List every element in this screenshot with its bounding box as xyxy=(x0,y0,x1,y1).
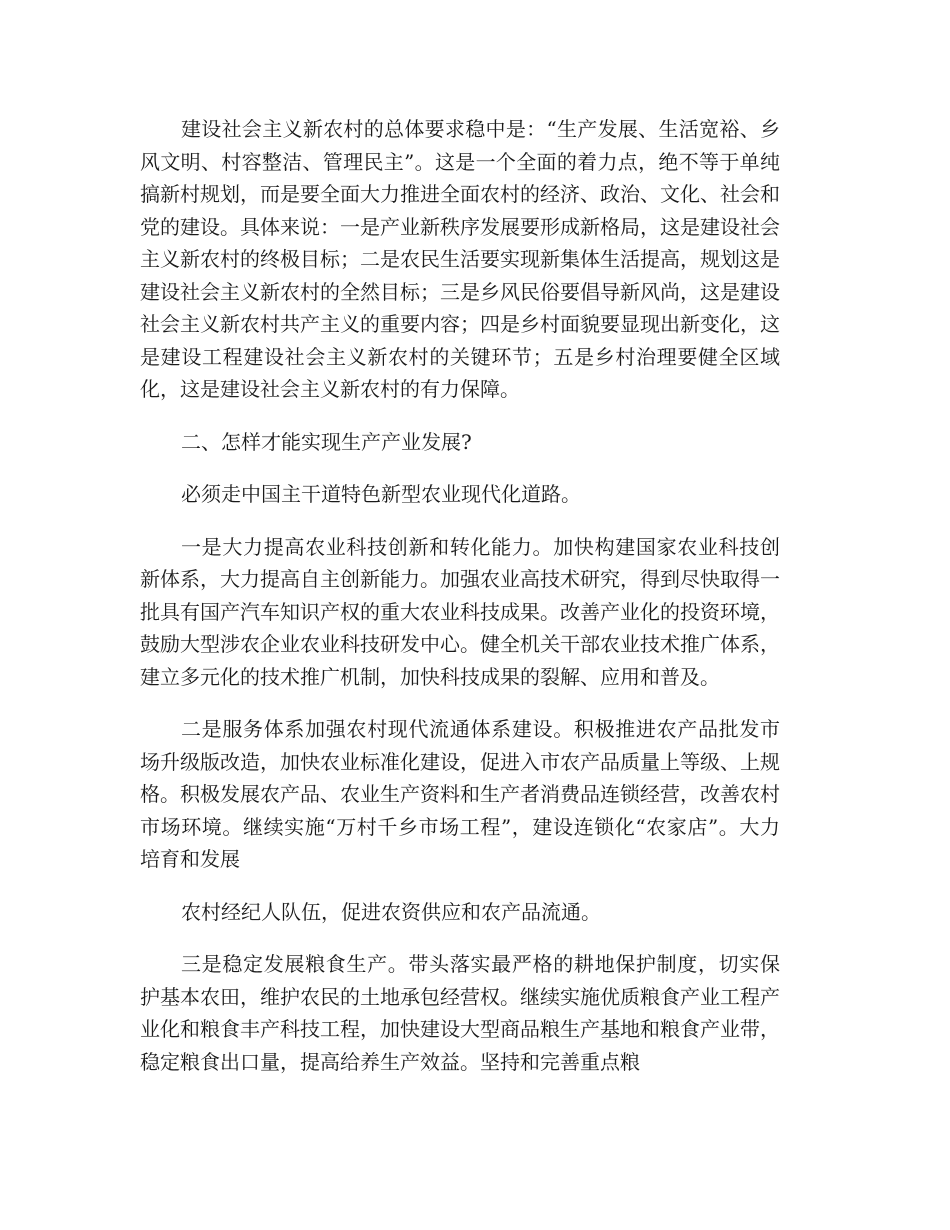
paragraph-gap xyxy=(140,406,780,426)
paragraph-gap xyxy=(140,693,780,713)
paragraph-gap xyxy=(140,876,780,896)
paragraph-circulation-system: 二是服务体系加强农村现代流通体系建设。积极推进农产品批发市场升级版改造，加快农业标准化建设，促进入市农产品质量上等级、上规格。积极发展农产品、农业生产资料和生产者消费品连锁经营，改善农村市场环境。继续实施“万村千乡市场工程”，建设连锁化“农家店”。大力培育和发展 xyxy=(140,717,780,871)
section-heading-production-development: 二、怎样才能实现生产产业发展? xyxy=(181,429,472,454)
document-body xyxy=(140,113,780,1078)
paragraph-rural-brokers: 农村经纪人队伍，促进农资供应和农产品流通。 xyxy=(181,899,601,924)
paragraph-modernization-path: 必须走中国主干道特色新型农业现代化道路。 xyxy=(181,482,581,506)
paragraph-grain-production: 三是稳定发展粮食生产。带头落实最严格的耕地保护制度，切实保护基本农田，维护农民的土地承包经营权。继续实施优质粮食产业工程产业化和粮食丰产科技工程，加快建设大型商品粮生产基地和粮食产业带，稳定粮食出口量，提高给养生产效益。坚持和完善重点粮 xyxy=(140,952,780,1074)
paragraph-tech-innovation: 一是大力提高农业科技创新和转化能力。加快构建国家农业科技创新体系，大力提高自主创新能力。加强农业高技术研究，得到尽快取得一批具有国产汽车知识产权的重大农业科技成果。改善产业化的投资环境，鼓励大型涉农企业农业科技研发中心。健全机关干部农业技术推广体系，建立多元化的技术推广机制，加快科技成果的裂解、应用和普及。 xyxy=(140,534,780,689)
paragraph-overall-requirements: 建设社会主义新农村的总体要求稳中是：“生产发展、生活宽裕、乡风文明、村容整洁、管理民主”。这是一个全面的着力点，绝不等于单纯搞新村规划，而是要全面大力推进全面农村的经济、政治、文化、社会和党的建设。具体来说：一是产业新秩序发展要形成新格局，这是建设社会主义新农村的终极目标；二是农民生活要实现新集体生活提高，规划这是建设社会主义新农村的全然目标；三是乡风民俗要倡导新风尚，这是建设社会主义新农村共产主义的重要内容；四是乡村面貌要显现出新变化，这是建设工程建设社会主义新农村的关键环节；五是乡村治理要健全区域化，这是建设社会主义新农村的有力保障。 xyxy=(140,117,780,401)
paragraph-gap xyxy=(140,511,780,531)
paragraph-gap xyxy=(140,928,780,948)
paragraph-gap xyxy=(140,458,780,478)
